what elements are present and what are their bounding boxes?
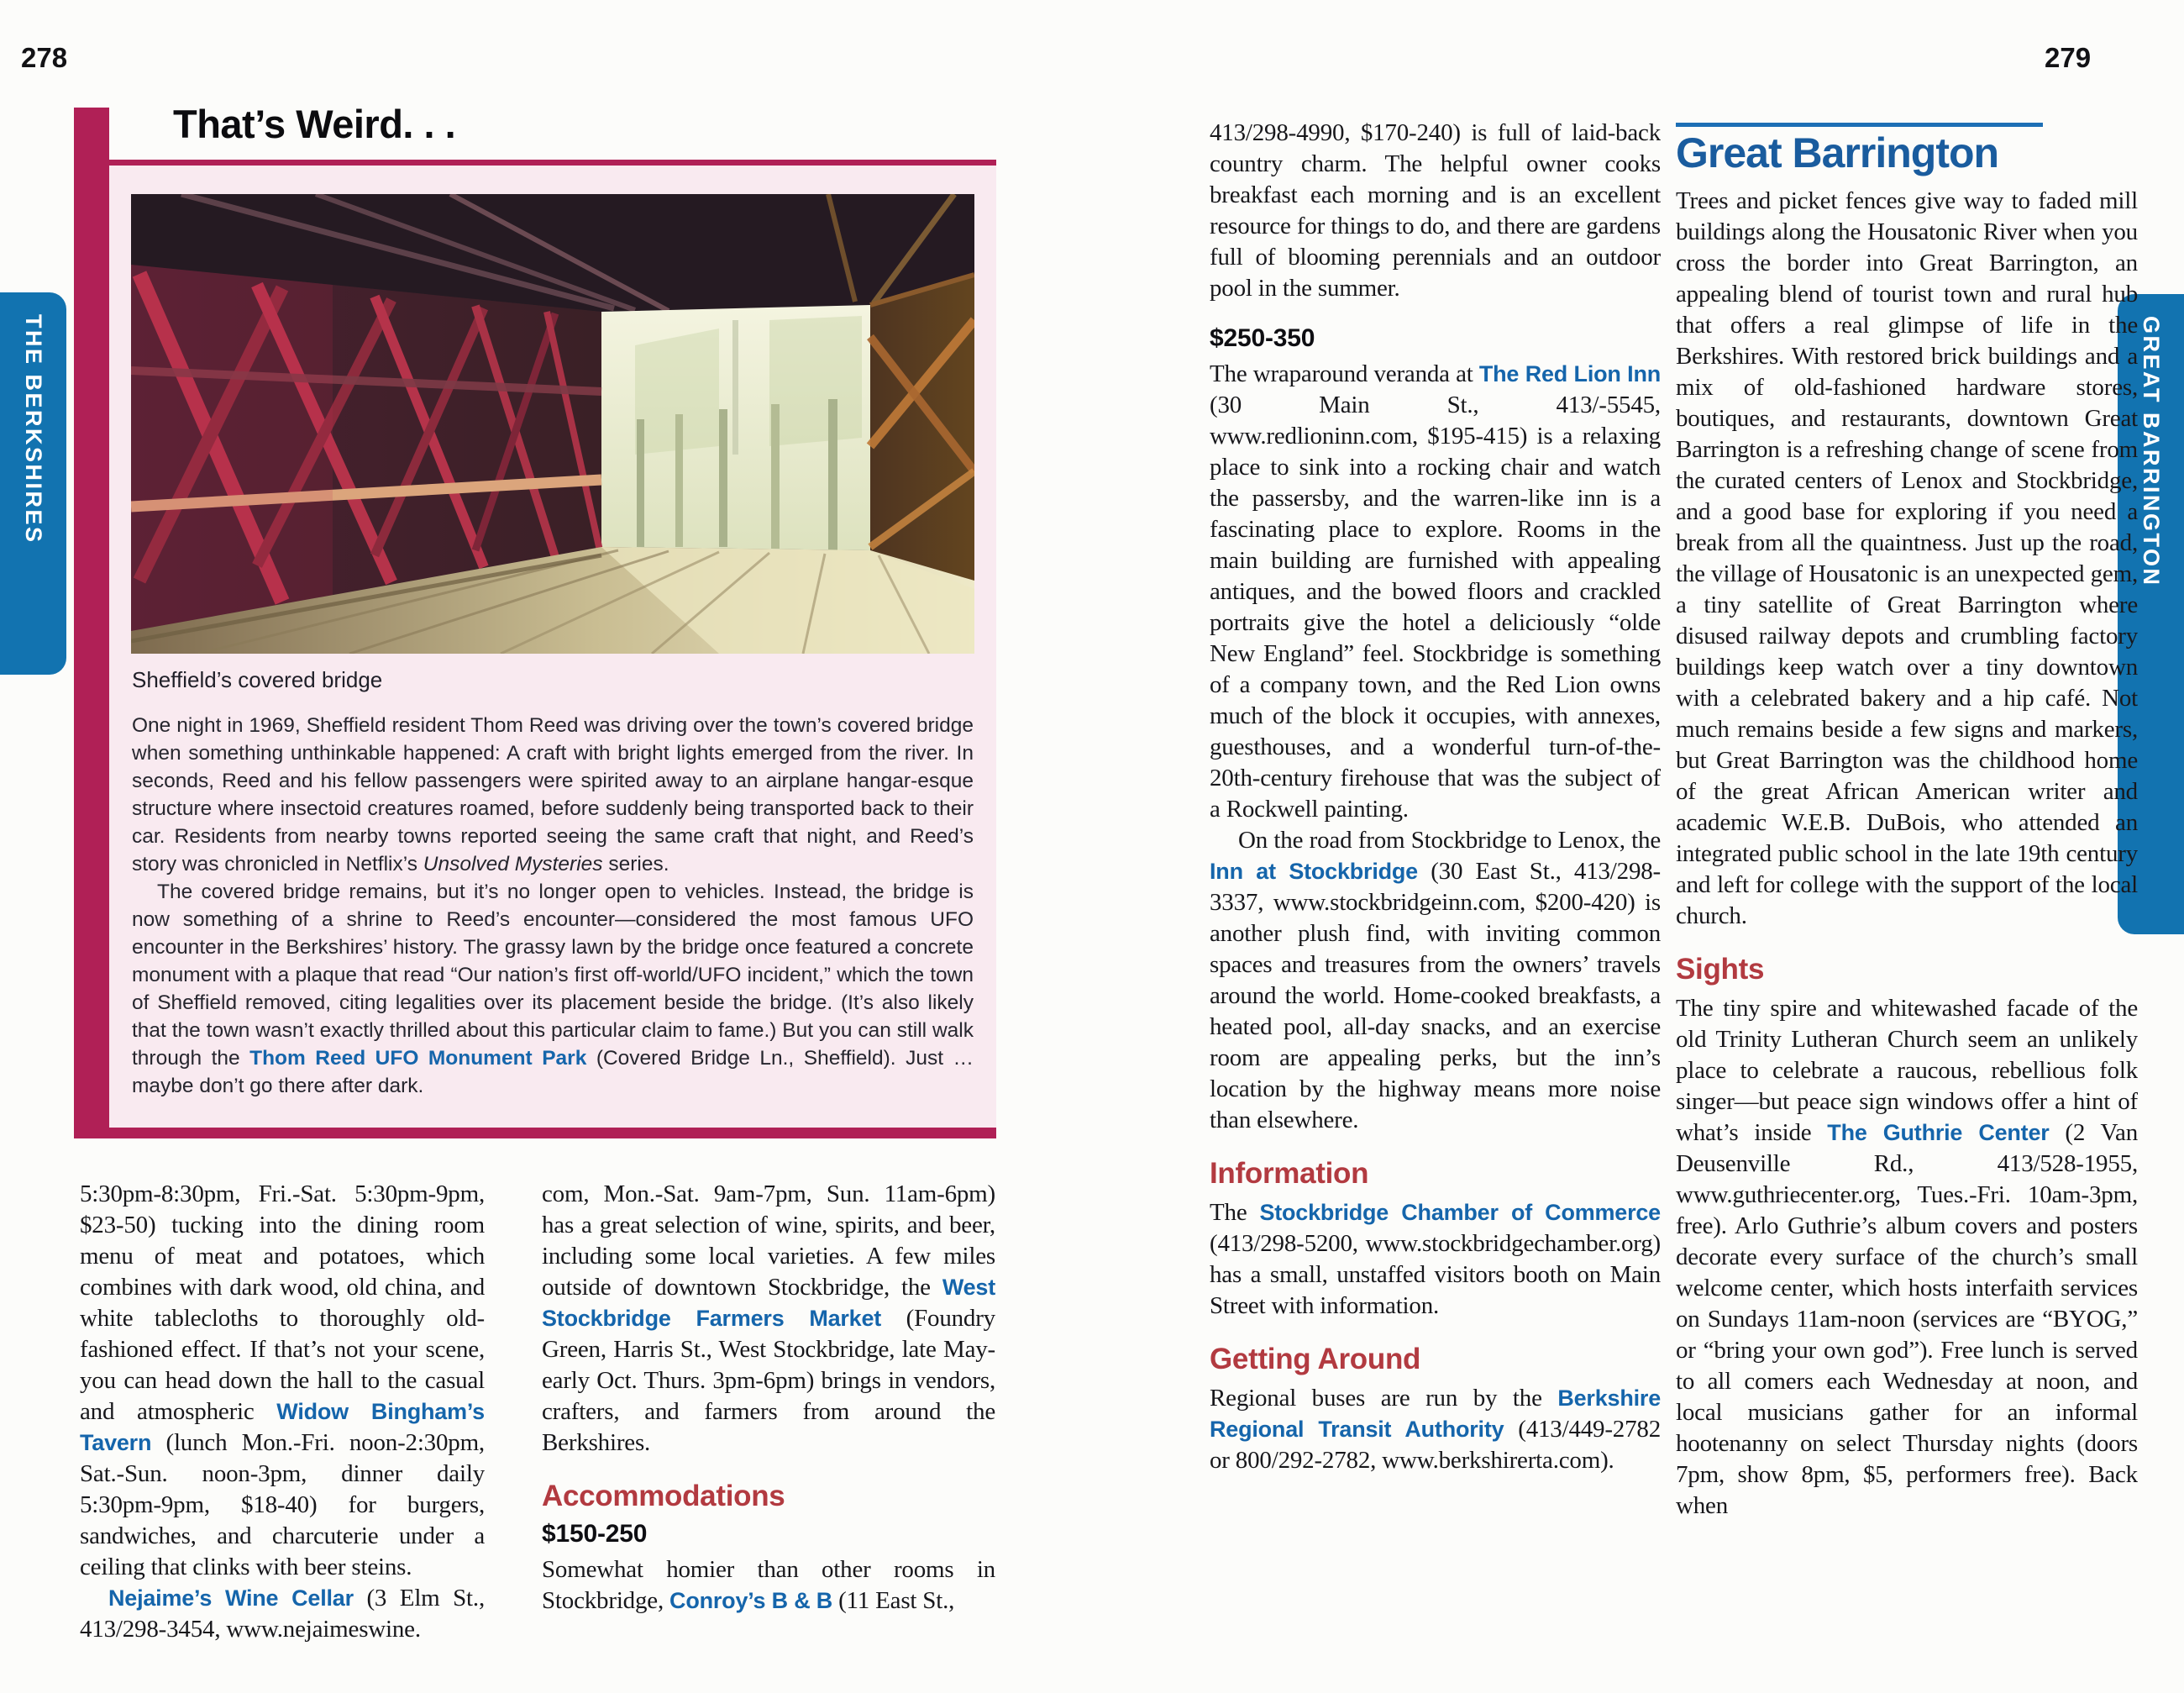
place-name: Berkshire Regional Transit Authority [1210,1385,1661,1443]
text-run: Regional buses are run by the [1210,1385,1558,1412]
text-run: Trees and picket fences give way to faded mill buildings along the Housatonic River when you cross the border into Great Barrington, an appealing blend of tourist town and rural hub that offers a real glimpse of life in the Berkshires. With restored brick buildings and a mix of old-fashioned hardware stores, boutiques, and restaurants, downtown Great Barrington is a refreshing change of scene from the curated centers of Lenox and Stockbridge, and a good base for exploring if you need a break from all the quaintness. Just up the road, the village of Housatonic is an unexpected gem, a tiny satellite of Great Barrington where disused railway depots and crumbling factory buildings keep watch over a tiny downtown with a celebrated bakery and a hip café. Not much remains beside a few signs and markers, but Great Barrington was the childhood home of the great African American writer and academic W.E.B. DuBois, who attended an integrated public school in the late 19th century and left for college with the support of the local church. [1676,187,2138,929]
chapter-tab-berkshires [0,292,66,675]
photo-caption: Sheffield’s covered bridge [132,667,383,692]
heading-rule [1676,123,2043,127]
place-name: Inn at Stockbridge [1210,858,1418,884]
place-name: The Red Lion Inn [1478,360,1661,386]
page-number-left: 278 [21,42,68,73]
page-number-right: 279 [2045,42,2092,73]
paragraph [132,878,974,1100]
place-name: Conroy’s B & B [669,1587,833,1613]
text-run: Unsolved Mysteries [423,853,603,875]
paragraph [1676,993,2138,1522]
text-column-3 [1210,118,1661,1672]
text-run: 5:30pm-8:30pm, Fri.-Sat. 5:30pm-9pm, $23-50) tucking into the dining room menu of meat and potatoes, which combines with dark wood, old china, and white tablecloths to thoroughly old-fashioned effect. If that’s not your scene, you can head down the hall to the casual and atmospheric [80,1180,485,1425]
paragraph [1210,1383,1661,1476]
chapter-tab-label: THE BERKSHIRES [21,314,46,544]
paragraph [1210,359,1661,825]
section-heading: Sights [1676,953,1765,986]
sidebar-box [109,160,996,1138]
paragraph [542,1179,995,1459]
place-name: West Stockbridge Farmers Market [542,1275,995,1331]
section-heading: $250-350 [1210,324,1315,352]
section-heading: Getting Around [1210,1342,1421,1375]
paragraph [132,712,974,878]
text-run: (3 Elm St., 413/298-3454, www.nejaimeswine. [80,1585,485,1643]
text-run: One night in 1969, Sheffield resident Thom Reed was driving over the town’s covered bridge when something unthinkable happened: A craft with bright lights emerged from the river. In seconds, Reed and his fellow passengers were spirited away to an airplane hangar-esque structure where insectoid creatures roamed, before suddenly being transported back to their car. Residents from nearby towns reported seeing the same craft that night, and Reed’s story was chronicled in Netflix’s [132,714,974,875]
text-run: 413/298-4990, $170-240) is full of laid-back country charm. The helpful owner cooks breakfast each morning and is an excellent resource for things to do, and there are gardens full of blooming perennials and an outdoor pool in the summer. [1210,119,1661,302]
place-name: Thom Reed UFO Monument Park [249,1047,587,1070]
section-gap [1676,932,2138,952]
text-run: (30 Main St., 413/-5545, www.redlioninn.com, $195-415) is a relaxing place to sink into a rocking chair and watch the passersby, and the warren-like inn is a fascinating place to explore. Rooms in the main building are furnished with appealing antiques, and the bowed floors and crackled portraits give the hotel a deliciously “olde New England” feel. Stockbridge is something of a company town, and the Red Lion owns much of the block it occupies, with annexes, guesthouses, and a wonderful turn-of-the-20th-century firehouse that was the subject of a Rockwell painting. [1210,391,1661,823]
text-run: (Foundry Green, Harris St., West Stockbridge, late May-early Oct. Thurs. 3pm-6pm) brings in vendors, crafters, and farmers from around the Berkshires. [542,1305,995,1456]
section-heading: Information [1210,1156,1369,1190]
paragraph [1676,186,2138,932]
text-run: com, Mon.-Sat. 9am-7pm, Sun. 11am-6pm) has a great selection of wine, spirits, and beer, including some local varieties. A few miles outside of downtown Stockbridge, the [542,1180,995,1301]
text-run: The covered bridge remains, but it’s no longer open to vehicles. Instead, the bridge is now something of a shrine to Reed’s encounter—considered the most famous UFO encounter in the Berkshires’ history. The grassy lawn by the bridge once featured a concrete monument with a plaque that read “Our nation’s first off-world/UFO incident,” which the town of Sheffield removed, citing legalities over its placement beside the bridge. (It’s also likely that the town wasn’t exactly thrilled about this particular claim to fame.) But you can still walk through the [132,881,974,1070]
paragraph [542,1554,995,1617]
great-barrington-heading: Great Barrington [1676,129,1999,176]
paragraph [1210,1197,1661,1322]
place-name: The Guthrie Center [1827,1120,2050,1146]
text-run: On the road from Stockbridge to Lenox, the [1238,826,1661,854]
text-run: (413/449-2782 or 800/292-2782, www.berkshirerta.com). [1210,1416,1661,1475]
text-run: Somewhat homier than other rooms in Stockbridge, [542,1555,995,1614]
place-name: Stockbridge Chamber of Commerce [1259,1199,1661,1225]
section-gap [1210,1322,1661,1342]
section-tab-label: GREAT BARRINGTON [2139,316,2164,587]
text-run: series. [602,853,669,875]
place-name: Nejaime’s Wine Cellar [108,1585,354,1611]
section-gap [542,1459,995,1479]
text-run: (2 Van Deusenville Rd., 413/528-1955, www.guthriecenter.org, Tues.-Fri. 10am-3pm, free). Arlo Guthrie’s album covers and posters decorate every surface of the church’s small welcome center, which hosts interfaith services on Sundays 11am-noon (services are “BYOG,” or “bring your own god”). Free lunch is served to all comers each Wednesday at noon, and local musicians gather for an informal hootenanny on select Thursday nights (doors 7pm, show 8pm, $5, performers free). Back when [1676,1119,2138,1520]
text-run: (Covered Bridge Ln., Sheffield). Just … maybe don’t go there after dark. [132,1047,974,1097]
text-column-2 [542,1179,995,1670]
text-column-1 [80,1179,485,1670]
great-barrington-text [1676,186,2138,1522]
section-heading: $150-250 [542,1520,648,1548]
text-run: (11 East St., [832,1586,955,1614]
text-run: (413/298-5200, www.stockbridgechamber.org) has a small, unstaffed visitors booth on Main Street with information. [1210,1229,1661,1319]
paragraph [1210,825,1661,1136]
text-column-4 [1676,123,2138,1677]
section-heading: Accommodations [542,1480,785,1512]
text-run: The [1210,1198,1260,1226]
text-run: The tiny spire and whitewashed facade of the old Trinity Lutheran Church seem an unlikely place to celebrate a raucous, rebellious folk singer—but peace sign windows offer a hint of what’s inside [1676,995,2138,1147]
place-name: Widow Bingham’s Tavern [80,1399,485,1455]
text-run: The wraparound veranda at [1210,360,1479,387]
section-gap [1210,1136,1661,1156]
covered-bridge-photo [131,194,974,654]
sidebar-accent-bar [74,108,109,1138]
paragraph [80,1179,485,1583]
paragraph [1210,118,1661,304]
sidebar-title: That’s Weird. . . [173,102,456,146]
text-run: (lunch Mon.-Fri. noon-2:30pm, Sat.-Sun. noon-3pm, dinner daily 5:30pm-9pm, $18-40) for burgers, sandwiches, and charcuterie under a ceiling that clinks with beer steins. [80,1429,485,1580]
text-run: (30 East St., 413/298-3337, www.stockbridgeinn.com, $200-420) is another plush find, with inviting common spaces and treasures from the owners’ travels around the world. Home-cooked breakfasts, a heated pool, all-day snacks, and an exercise room are appealing perks, but the inn’s location by the highway means more noise than elsewhere. [1210,857,1661,1133]
section-gap [1210,304,1661,324]
paragraph [80,1583,485,1645]
